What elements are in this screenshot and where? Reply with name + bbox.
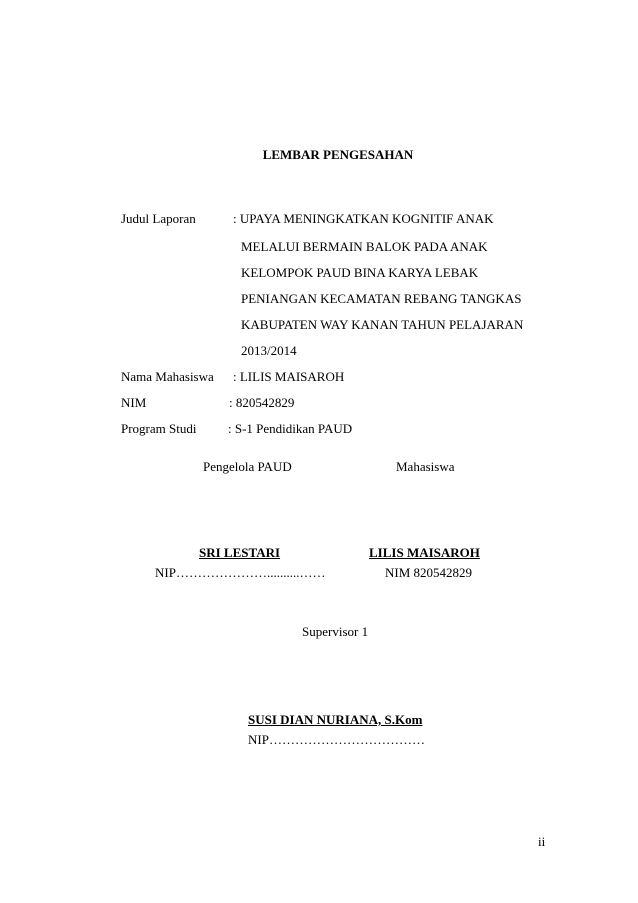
signature-right-name: LILIS MAISAROH	[369, 545, 480, 560]
supervisor-name: SUSI DIAN NURIANA, S.Kom	[248, 712, 423, 727]
nim-label: NIM	[121, 395, 147, 410]
signature-left-name: SRI LESTARI	[199, 545, 281, 560]
signature-left-role: Pengelola PAUD	[203, 459, 292, 474]
signature-right-nim: NIM 820542829	[385, 565, 473, 580]
nim-value: : 820542829	[229, 395, 295, 410]
nama-value: : LILIS MAISAROH	[233, 369, 345, 384]
prodi-value: : S-1 Pendidikan PAUD	[228, 421, 353, 436]
judul-line-3: KELOMPOK PAUD BINA KARYA LEBAK	[241, 265, 479, 280]
document-title: LEMBAR PENGESAHAN	[262, 147, 414, 162]
signature-right-role: Mahasiswa	[396, 459, 455, 474]
judul-line-4: PENIANGAN KECAMATAN REBANG TANGKAS	[241, 291, 522, 306]
prodi-label: Program Studi	[121, 421, 197, 436]
judul-line-6: 2013/2014	[241, 343, 297, 358]
nama-label: Nama Mahasiswa	[121, 369, 214, 384]
page-number: ii	[538, 834, 546, 849]
supervisor-role: Supervisor 1	[302, 624, 369, 639]
judul-label: Judul Laporan	[121, 211, 196, 226]
judul-line-1: : UPAYA MENINGKATKAN KOGNITIF ANAK	[233, 211, 494, 226]
supervisor-nip: NIP………………………………	[248, 732, 425, 747]
judul-line-5: KABUPATEN WAY KANAN TAHUN PELAJARAN	[241, 317, 524, 332]
judul-line-2: MELALUI BERMAIN BALOK PADA ANAK	[241, 239, 488, 254]
signature-left-nip: NIP…………………..........……	[155, 565, 326, 580]
